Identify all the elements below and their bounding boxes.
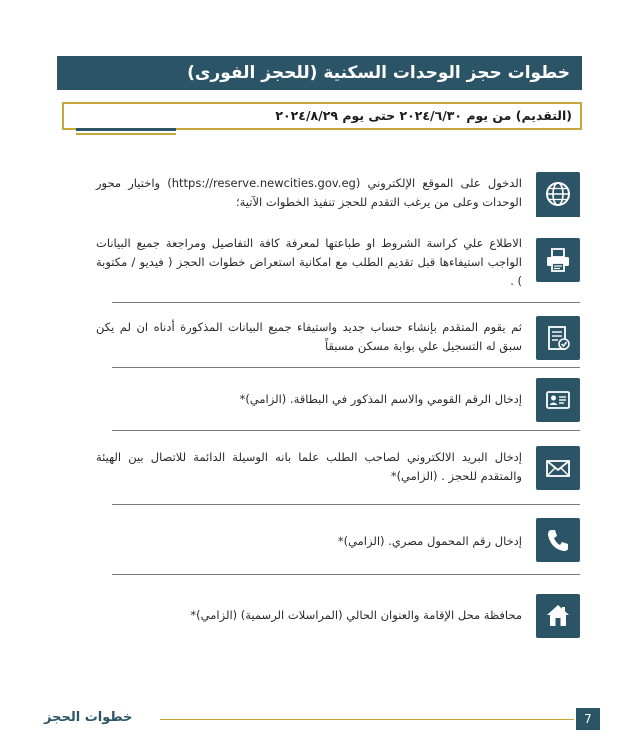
step-text: إدخال الرقم القومي والاسم المذكور في البطاقة. (الزامي)* (239, 392, 522, 406)
footer-line (160, 719, 574, 720)
step-5 (96, 444, 580, 494)
date-underline-accent (76, 133, 176, 135)
printer-icon (536, 238, 580, 282)
divider (112, 302, 580, 303)
step-7 (96, 594, 580, 640)
divider (112, 430, 580, 431)
step-text: إدخال البريد الالكتروني لصاحب الطلب علما بانه الوسيلة الدائمة للاتصال بين الهيئة والمتقدم للحجز . (الزامي)* (96, 450, 522, 483)
divider-accent (536, 214, 580, 217)
id-card-icon (536, 378, 580, 422)
globe-icon (536, 172, 580, 216)
phone-icon (536, 518, 580, 562)
step-1 (96, 170, 580, 218)
step-text: إدخال رقم المحمول مصري. (الزامي)* (337, 534, 522, 548)
step-3 (96, 314, 580, 360)
step-text: ثم يقوم المتقدم بإنشاء حساب جديد واستيفاء جميع البيانات المذكورة أدناه ان لم يكن سبق له التسجيل علي بوابة مسكن مسبقاً (96, 320, 522, 353)
date-range-box: (التقديم) من يوم ٢٠٢٤/٦/٣٠ حتى يوم ٢٠٢٤/٨/٢٩ (62, 102, 582, 130)
page-title: خطوات حجز الوحدات السكنية (للحجز الفورى) (57, 56, 582, 90)
form-icon (536, 316, 580, 360)
step-2 (96, 232, 580, 294)
step-text: الدخول على الموقع الإلكتروني (https://reserve.newcities.gov.eg) واختيار محور الوحدات وعلى من يرغب التقدم للحجز تنفيذ الخطوات الآتية؛ (96, 176, 522, 209)
divider (112, 504, 580, 505)
date-underline-decoration (76, 128, 176, 131)
step-text: الاطلاع علي كراسة الشروط او طباعتها لمعرفة كافة التفاصيل ومراجعة جميع البيانات الواجب استيفاءها قبل تقديم الطلب مع امكانية استعراض خطوات الحجز ( فيديو / مكتوبة ) . (96, 236, 522, 288)
divider (112, 574, 580, 575)
page-number: 7 (576, 708, 600, 730)
divider (112, 367, 580, 368)
footer-title: خطوات الحجز (44, 710, 133, 725)
home-icon (536, 594, 580, 638)
step-4 (96, 378, 580, 424)
envelope-icon (536, 446, 580, 490)
step-6 (96, 516, 580, 564)
step-text: محافظة محل الإقامة والعنوان الحالي (المراسلات الرسمية) (الزامي)* (190, 608, 522, 622)
